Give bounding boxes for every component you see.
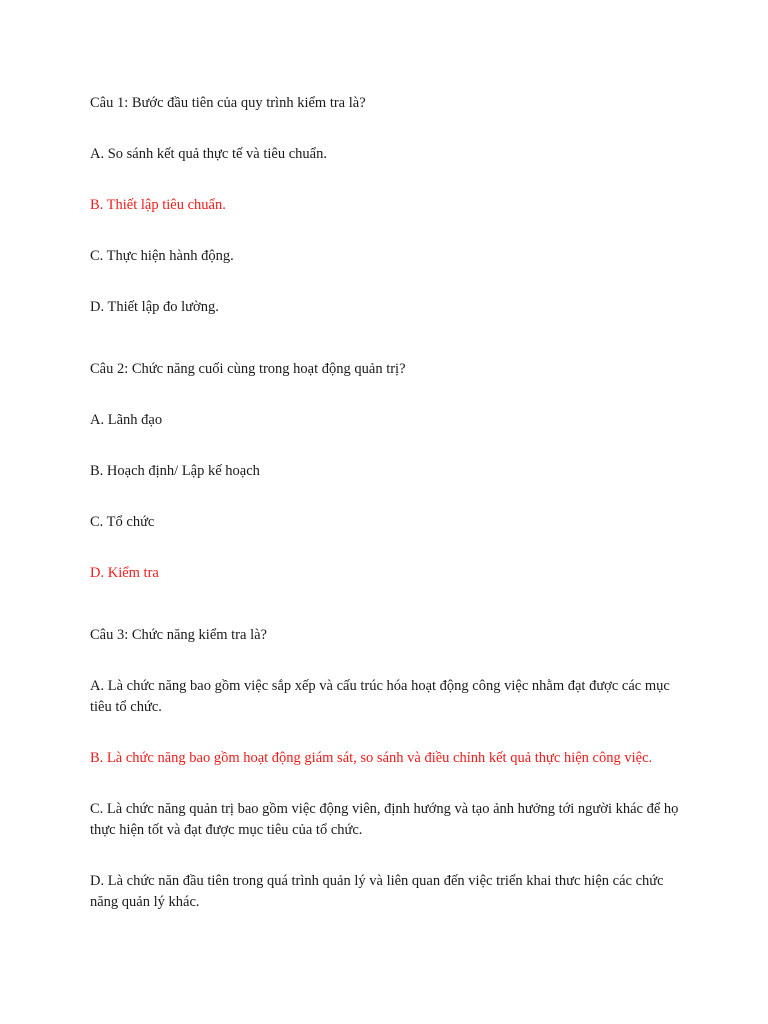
question-3 <box>90 625 690 913</box>
question-1-option-c: C. Thực hiện hành động. <box>90 248 234 264</box>
question-1-option-a: A. So sánh kết quả thực tế và tiêu chuẩn. <box>90 146 327 162</box>
question-2-option-c: C. Tổ chức <box>90 514 155 530</box>
question-3-prompt: Câu 3: Chức năng kiểm tra là? <box>90 627 267 643</box>
question-3-option-d: D. Là chức năn đầu tiên trong quá trình quản lý và liên quan đến việc triển khai thưc hiện các chức năng quản lý khác. <box>90 873 664 910</box>
question-2-option-b: B. Hoạch định/ Lập kế hoạch <box>90 463 260 479</box>
question-2 <box>90 359 690 584</box>
question-2-option-d: D. Kiểm tra <box>90 565 159 581</box>
question-1-option-d: D. Thiết lập đo lường. <box>90 299 219 315</box>
document-page <box>90 93 690 913</box>
question-2-prompt: Câu 2: Chức năng cuối cùng trong hoạt động quản trị? <box>90 361 406 377</box>
question-1-option-b: B. Thiết lập tiêu chuẩn. <box>90 197 226 213</box>
question-2-option-a: A. Lãnh đạo <box>90 412 163 428</box>
question-3-option-c: C. Là chức năng quản trị bao gồm việc động viên, định hướng và tạo ảnh hưởng tới người khác để họ thực hiện tốt và đạt được mục tiêu của tổ chức. <box>90 801 679 838</box>
question-3-option-b: B. Là chức năng bao gồm hoạt động giám sát, so sánh và điều chỉnh kết quả thực hiện công việc. <box>90 750 653 766</box>
question-3-option-a: A. Là chức năng bao gồm việc sắp xếp và cấu trúc hóa hoạt động công việc nhằm đạt được các mục tiêu tổ chức. <box>90 678 670 715</box>
question-1 <box>90 93 690 318</box>
question-1-prompt: Câu 1: Bước đầu tiên của quy trình kiểm tra là? <box>90 95 366 111</box>
